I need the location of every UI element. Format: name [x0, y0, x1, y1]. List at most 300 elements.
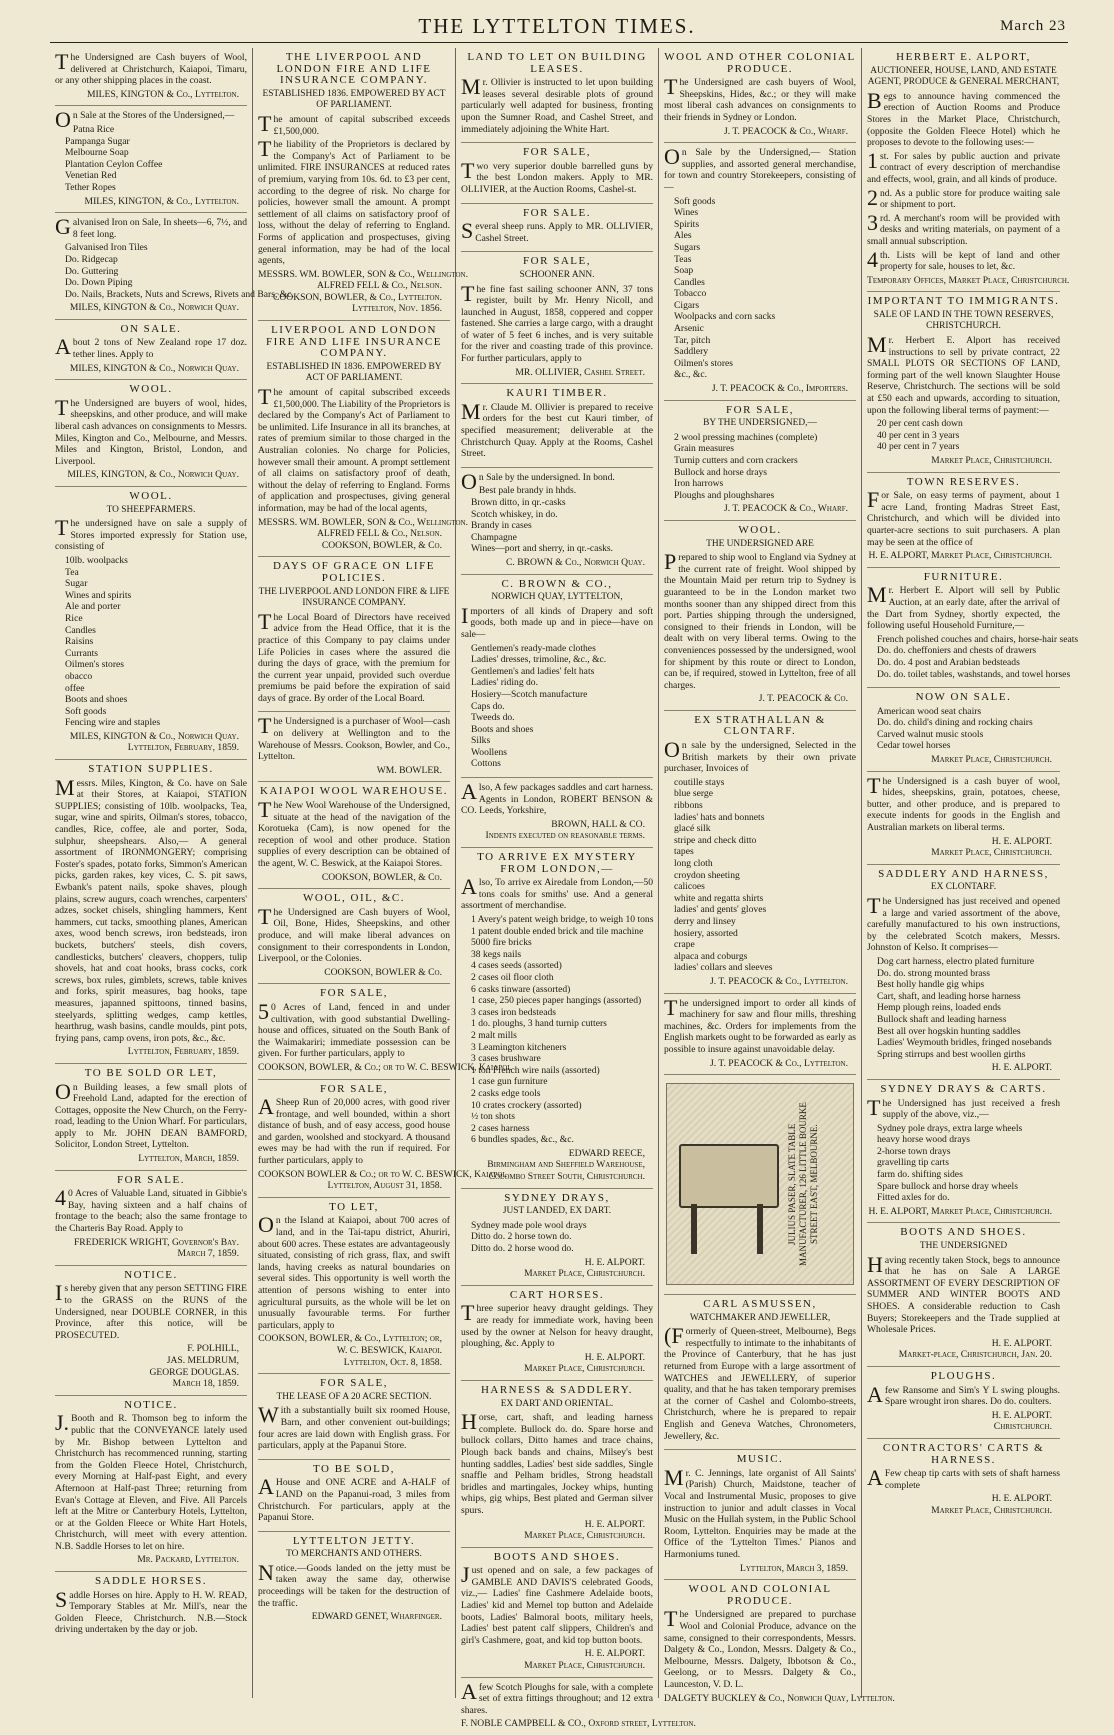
list-item: Currants [65, 647, 99, 659]
ad-heading: TOWN RESERVES. [906, 475, 1021, 488]
ad-body [461, 74, 653, 135]
list-item: ladies' collars and sleeves [674, 962, 773, 974]
list-item: Hosiery—Scotch manufacture [471, 688, 588, 700]
ad-signature: COOKSON, BOWLER, & Co., Lyttelton; or, [258, 1333, 442, 1345]
list-item: Ditto do. 2 horse wood do. [471, 1243, 574, 1255]
list-item: Candles [65, 624, 96, 636]
ad-heading: C. BROWN & CO., [501, 577, 613, 590]
ad-signature: Market Place, Christchurch. [524, 1363, 645, 1375]
advertisement [461, 1548, 653, 1678]
list-item: Ladies' dresses, trimoline, &c., &c. [471, 654, 607, 666]
advertisement [55, 1266, 247, 1396]
ad-signature: COOKSON BOWLER & Co.; or to W. C. BESWICK, Kaiapoi. [258, 1168, 508, 1180]
ad-signature: COOKSON, BOWLER, & Co., Lyttelton. [272, 291, 442, 303]
advertisement [867, 1223, 1060, 1367]
list-item: Silks [471, 735, 491, 747]
advertisement [664, 994, 856, 1076]
ad-body [258, 903, 450, 965]
list-item: Spirits [674, 218, 700, 230]
ad-body [461, 398, 653, 460]
list-item: ½ ton shots [471, 1111, 515, 1123]
ad-heading: SADDLERY AND HARNESS, [878, 867, 1049, 880]
ad-paragraph: 50 Acres of Land, fenced in and under cultivation, with good substantial Dwelling-house and offices, situated on the South Bank of the Waimakariri; immediate possession can be given. For further particulars, apply to [258, 998, 450, 1060]
ad-signature: COOKSON, BOWLER, & Co.; or to W. C. BESWICK, Kaiapoi. [258, 1061, 512, 1073]
ad-body [664, 1323, 856, 1442]
ad-item-list [471, 643, 653, 771]
advertisement [461, 204, 653, 253]
list-item: Oilmen's stores [65, 659, 125, 671]
list-item: 6 casks tinware (assorted) [471, 983, 571, 995]
advertisement [867, 688, 1060, 772]
advertisement [461, 778, 653, 848]
list-item: Gentlemen's and ladies' felt hats [471, 665, 595, 677]
ad-paragraph: Is hereby given that any person SETTING FIRE to the GRASS on the RUNS of the Undersigned, near DOUBLE CORNER, in this Province, after this notice, will be PROSECUTED. [55, 1280, 247, 1341]
ad-paragraph: Horse, cart, shaft, and leading harness complete. Bullock do. do. Spare horse and bullock collars, Ditto hames and trace chains, Plough back bands and chains, Milsey's best hunting saddles, Ladies' best side saddles, Single snaffle and Pelham bridles, Strong headstall bridles and martingales, Jockey whips, hunting whips, gig whips, Best plated and German silver spurs. [461, 1409, 653, 1516]
ad-body [258, 797, 450, 870]
ad-signature: H. E. ALPORT. [991, 835, 1052, 847]
list-item: Sydney made pole wool drays [471, 1219, 587, 1231]
list-item: Tar, pitch [674, 334, 711, 346]
advertisement [461, 1678, 696, 1735]
list-item: Boots and shoes [65, 694, 128, 706]
ad-heading: KAIAPOI WOOL WAREHOUSE. [260, 785, 448, 798]
ad-signature: FREDERICK WRIGHT, Governor's Bay. [73, 1236, 239, 1248]
ad-signature: MILES, KINGTON, & Co., Norwich Quay. [67, 469, 239, 481]
ad-paragraph: Also, To arrive ex Airedale from London,—50 tons coals for smiths' use. And a general assortment of merchandise. [461, 874, 653, 912]
advertisement [55, 213, 294, 320]
ad-signature: MILES, KINGTON & Co., Lyttelton. [86, 88, 239, 100]
ad-body [55, 49, 247, 87]
list-item: stripe and check ditto [674, 834, 757, 846]
list-item: heavy horse wood drays [877, 1134, 970, 1146]
ad-paragraph: AHouse and ONE ACRE and A-HALF of LAND on the Papanui-road, 3 miles from Christchurch. For particulars, apply at the Papanui Store. [258, 1474, 450, 1524]
advertisement [664, 1075, 856, 1295]
ad-paragraph: Also, A few packages saddles and cart harness. Agents in London, ROBERT BENSON & CO. Leeds, Yorkshire, [461, 779, 653, 817]
ad-paragraph: The Undersigned are Cash buyers of Wool, delivered at Christchurch, Kaiapoi, Timaru, or any other shipping places in the coast. [55, 49, 247, 87]
list-item: ribbons [674, 800, 703, 812]
list-item: Turnip cutters and corn crackers [674, 455, 798, 466]
illustration-caption: JULIUS PASER, SLATE TABLE MANUFACTURER, 126 LITTLE BOURKE STREET EAST, MELBOURNE. [787, 1102, 819, 1267]
ad-heading: IMPORTANT TO IMMIGRANTS. [867, 295, 1060, 308]
ad-signature: Market Place, Christchurch. [931, 455, 1052, 466]
table-leg-icon [757, 1204, 763, 1254]
list-item: Tea [65, 566, 79, 578]
list-item: Scotch whiskey, in do. [471, 508, 558, 520]
ad-signature: H. E. ALPORT. [584, 1256, 645, 1268]
ad-signature: Market Place, Christchurch. [931, 847, 1052, 859]
ad-paragraph: The Local Board of Directors have received advice from the Head Office, that it is the practice of this Company to pay claims under Life Policies in cases where the assured die during the days of grace, with the premium for the current year unpaid, provided such overdue premiums be paid before the expiration of said days of grace. By order of the Local Board. [258, 608, 450, 704]
ad-heading: NOTICE. [124, 1268, 178, 1281]
list-item: Best all over hogskin hunting saddles [877, 1025, 1021, 1037]
ad-signature: H. E. ALPORT. [991, 1409, 1052, 1421]
list-item: Rice [65, 612, 83, 624]
list-item: calicoes [674, 881, 705, 893]
advertisement [461, 384, 653, 468]
ad-body [461, 1678, 653, 1717]
list-item: Do. do. strong mounted brass [877, 967, 990, 979]
ad-signature: Christchurch. [993, 1421, 1052, 1433]
ad-body [867, 1465, 1060, 1491]
column-1 [50, 48, 294, 1698]
ad-subheading: EX CLONTARF. [930, 882, 997, 893]
ad-paragraph: The New Wool Warehouse of the Undersigned, situate at the head of the navigation of the Korotueka (Cam), is now opened for the reception of wool and other produce. Station supplies of every description can be obtained of the agent, W. C. Beswick, at the Kaiapoi Stores. [258, 797, 450, 869]
list-item: Bullock shaft and leading harness [877, 1013, 1007, 1025]
ad-body [664, 1464, 856, 1561]
ad-signature: MILES, KINGTON & Co., Norwich Quay. [69, 362, 239, 374]
ad-paragraph: The undersigned have on sale a supply of Stores imported expressly for Station use, consisting of [55, 515, 247, 553]
list-item: Gentlemen's ready-made clothes [471, 642, 596, 654]
ad-paragraph: The Undersigned is a cash buyer of wool, hides, sheepskins, grain, potatoes, cheese, butter, and other produce, and is prepared to execute indents for goods in the English and Australian markets on liberal terms. [867, 772, 1060, 834]
advertisement [258, 321, 469, 557]
list-item: Caps do. [471, 700, 505, 712]
list-item: Do. Guttering [65, 265, 119, 277]
ad-subheading: TO MERCHANTS AND OTHERS. [286, 1549, 422, 1560]
ad-body [258, 1212, 450, 1331]
ad-item-list [471, 914, 653, 1146]
ad-heading: WOOL. [129, 383, 173, 396]
ad-heading: WOOL, OIL, &C. [303, 892, 405, 905]
ad-subheading: SALE OF LAND IN THE TOWN RESERVES, CHRISTCHURCH. [873, 309, 1054, 332]
list-item: glacé silk [674, 823, 711, 835]
ad-paragraph: On Sale at the Stores of the Undersigned,— [55, 107, 235, 133]
ad-heading: BOOTS AND SHOES. [900, 1226, 1027, 1239]
ad-heading: DAYS OF GRACE ON LIFE POLICIES. [273, 560, 435, 584]
ad-signature: Market Place, Christchurch. [524, 1530, 645, 1542]
list-item: Ale and porter [65, 601, 121, 613]
list-item: Do. Ridgecap [65, 253, 118, 265]
ad-body [664, 549, 856, 691]
ad-signature: H. E. ALPORT. [584, 1648, 645, 1660]
list-item: long cloth [674, 858, 713, 869]
ad-signature: Market-place, Christchurch, Jan. 20. [898, 1349, 1052, 1361]
advertisement [55, 1171, 247, 1266]
advertisement [664, 1580, 895, 1709]
ad-heading: ON SALE. [120, 322, 182, 335]
ad-paragraph: For Sale, on easy terms of payment, about 1 acre Land, fronting Madras Street East, Christchurch, and which will be divided into quarter-acre sections to suit purchasers. A plan may be seen at the office of [867, 487, 1060, 548]
list-item: hosiery, assorted [674, 927, 738, 939]
list-item: Hemp plough reins, loaded ends [877, 1002, 1001, 1014]
ad-paragraph: J.Booth and R. Thomson beg to inform the public that the CONVEYANCE lately used by Mr. Bishop between Lyttelton and Christchurch has recommenced running, starting from the Golden Fleece Hotel, Christchurch, every Morning at Half-past Eight, and every Afternoon at Half-past Three; returning from Evan's Cottage at Eleven, and Five. All Parcels left at the Mitre or Canterbury Hotels, Lyttelton, or at the Golden Fleece or White Hart Hotels, Christchurch, will meet with every attention. N.B. Saddle Horses to let on hire. [55, 1410, 247, 1552]
ad-signature: MESSRS. WM. BOWLER, SON & Co., Wellington. [258, 516, 469, 528]
list-item: 1 case, 250 pieces paper hangings (assorted) [471, 995, 642, 1007]
ad-paragraph: The Undersigned has just received and opened a large and varied assortment of the above, carefully manufactured to his own instructions, by the celebrated Scotch makers, Messrs. Johnston of Kelso. It comprises— [867, 893, 1060, 954]
list-item: Soft goods [65, 705, 107, 717]
list-item: Soft goods [674, 195, 716, 207]
ad-signature: EDWARD REECE, [568, 1147, 645, 1159]
list-item: Raisins [65, 636, 94, 648]
list-item: tapes [674, 846, 694, 858]
ad-body [664, 74, 856, 123]
ad-paragraph: The Undersigned has just received a fresh supply of the above, viz.,— [867, 1094, 1060, 1121]
ad-paragraph: Several sheep runs. Apply to MR. OLLIVIER, Cashel Street. [461, 218, 653, 244]
ad-signature: Lyttelton, August 31, 1858. [327, 1180, 442, 1192]
list-item: Saddlery [674, 346, 709, 358]
list-item: Brandy in cases [471, 520, 532, 532]
ad-subheading: ESTABLISHED 1836. EMPOWERED BY ACT OF PARLIAMENT. [262, 88, 446, 111]
list-item: Dog cart harness, electro plated furniture [877, 955, 1035, 967]
ad-body [258, 713, 450, 763]
advertisement [461, 848, 653, 1189]
ad-signature: Colombo Street South, Christchurch. [488, 1171, 645, 1183]
ad-paragraph: Mr. Herbert E. Alport has received instructions to sell by private contract, 22 SMALL PLOTS OR SECTIONS OF LAND, forming part of the well known Slaughter House Reserve, Christchurch. The sections will be sold at £50 each and upwards, according to situation, upon the following liberal terms of payment:— [867, 332, 1060, 416]
ad-item-list [877, 1123, 1060, 1204]
ad-item-list [471, 1220, 653, 1255]
advertisement [55, 1064, 247, 1171]
ad-subheading: BY THE UNDERSIGNED,— [703, 418, 817, 429]
ad-signature: EDWARD GENET, Wharfinger. [311, 1611, 442, 1623]
ad-body [55, 1410, 247, 1552]
list-item: Boots and shoes [471, 723, 534, 735]
ad-signature: MESSRS. WM. BOWLER, SON & Co., Wellington. [258, 268, 469, 280]
list-item: Candles [674, 276, 705, 288]
list-item: Tweeds do. [471, 712, 515, 724]
ad-signature: GEORGE DOUGLAS. [149, 1366, 239, 1378]
ad-paragraph: Afew Scotch Ploughs for sale, with a complete set of extra fittings throughout; and 12 extra shares. [461, 1678, 653, 1716]
ad-body [461, 602, 653, 641]
ad-heading: HERBERT E. ALPORT, [896, 51, 1031, 63]
advertisement [867, 1367, 1060, 1439]
ad-heading: WOOL AND COLONIAL PRODUCE. [688, 1583, 832, 1607]
list-item: Fencing wire and staples [65, 717, 161, 729]
list-item: Arsenic [674, 323, 704, 335]
list-item: 3 Leamington kitcheners [471, 1041, 567, 1053]
list-item: alpaca and coburgs [674, 950, 748, 962]
advertisement [664, 711, 856, 994]
table-leg-icon [691, 1204, 697, 1254]
ad-paragraph: ASheep Run of 20,000 acres, with good river frontage, and well bounded, within a short distance of bush, and of easy access, good house and garden, woolshed and stockyard. A thousand ewes may be had with the run if required. For further particulars, apply to [258, 1094, 450, 1167]
list-item: 1 ton French wire nails (assorted) [471, 1064, 600, 1076]
advertisement [258, 782, 450, 889]
ad-body [55, 214, 247, 240]
ad-body [461, 779, 653, 817]
ad-paragraph: On the Island at Kaiapoi, about 700 acres of land, and in the Tai-tapu district, Ahuriri, about 600 acres. These estates are advantageously situated, consisting of rich grass, flax, and swift lands, having creeks as natural boundaries on several sides. This opportunity is well worth the attention of persons wishing to enter into agricultural pursuits, as the whole will be let on unusually favourable terms. For further particulars, apply to [258, 1212, 450, 1331]
ad-heading: LAND TO LET ON BUILDING LEASES. [467, 51, 647, 75]
ad-signature: JAS. MELDRUM, [166, 1354, 239, 1366]
list-item: farm do. shifting sides [877, 1169, 963, 1181]
advertisement [258, 1374, 450, 1460]
list-item: ladies' and gents' gloves [674, 904, 767, 916]
ad-heading: PLOUGHS. [930, 1369, 997, 1382]
masthead-rule [50, 42, 1068, 43]
list-item: Brown ditto, in qr.-casks [471, 497, 566, 508]
list-item: Woollens [471, 746, 507, 758]
ad-subheading: THE UNDERSIGNED ARE [706, 538, 814, 549]
ad-body [55, 394, 247, 468]
list-item: Best holly handle gig whips [877, 979, 985, 991]
list-item: 2 cases oil floor cloth [471, 971, 554, 983]
list-item: Fitted axles for do. [877, 1192, 950, 1204]
ad-body [867, 1381, 1060, 1408]
ad-signature: J. T. PEACOCK & Co., Wharf. [724, 125, 848, 137]
ad-heading: SYDNEY DRAYS, [504, 1191, 610, 1204]
ad-paragraph: The Undersigned are Cash buyers of Wool, Oil, Bone, Hides, Sheepskins, and other produce, and will make liberal advances on consignment to their correspondents in London, Liverpool, or the Colonies. [258, 903, 450, 965]
list-item: Grain measures [674, 443, 734, 455]
ad-heading: NOTICE. [124, 1398, 178, 1411]
ad-paragraph: Importers of all kinds of Drapery and soft goods, both made up and in piece—have on sale— [461, 602, 653, 640]
ad-heading: CONTRACTORS' CARTS & HARNESS. [882, 1441, 1045, 1466]
ad-item-list [674, 777, 856, 974]
ad-paragraph: The liability of the Proprietors is declared by the Company's Act of Parliament to be unlimited. FIRE INSURANCES at reduced rates of premium, varying from 10s. 6d. to £3 per cent, according to the degree of risk. No charge for policies, however small the amount. A prompt settlement of all claims on satisfactory proof of loss, without the delay of referring to England. Forms of application and prospectuses, giving general information, may be had of the local agents, [258, 136, 450, 267]
list-item: white and regatta shirts [674, 892, 764, 904]
ad-signature: MILES, KINGTON & Co., Norwich Quay. [69, 730, 239, 742]
ad-item-list [877, 633, 1079, 680]
ad-body [461, 874, 653, 912]
list-item: Spare bullock and horse dray wheels [877, 1180, 1018, 1192]
advertisement [461, 252, 653, 384]
ad-signature: Mr. Packard, Lyttelton. [137, 1554, 239, 1566]
list-item: Cart, shaft, and leading horse harness [877, 990, 1021, 1002]
list-item: Tether Ropes [65, 181, 116, 193]
list-item: 1 patent double ended brick and tile machine [471, 925, 644, 937]
table-icon [679, 1144, 779, 1208]
column-5 [862, 48, 1079, 1698]
ad-signature: C. BROWN & Co., Norwich Quay. [506, 556, 645, 568]
ad-signature: Market Place, Christchurch. [931, 754, 1052, 766]
ad-body [461, 1409, 653, 1516]
ad-heading: SADDLE HORSES. [94, 1575, 208, 1588]
ad-heading: EX STRATHALLAN & CLONTARF. [694, 713, 826, 738]
ad-paragraph: 3rd. A merchant's room will be provided with desks and writing materials, on payment of a small annual subscription. [867, 209, 1060, 247]
list-item: blue serge [674, 788, 713, 800]
ad-body [55, 774, 247, 1045]
ad-body [461, 157, 653, 196]
advertisement [664, 143, 856, 400]
advertisement [867, 292, 1060, 472]
advertisement [461, 1286, 653, 1381]
ad-paragraph: Notice.—Goods landed on the jetty must be taken away the same day, otherwise proceedings will be taken for the destruction of the traffic. [258, 1559, 450, 1609]
list-item: Tobacco [674, 288, 707, 300]
ad-signature: H. E. ALPORT. [584, 1351, 645, 1363]
ad-signature: W. C. BESWICK, Kaiapoi. [336, 1344, 442, 1356]
ad-signature: Indents executed on reasonable terms. [485, 830, 645, 842]
list-item: Galvanised Iron Tiles [65, 242, 148, 254]
ad-heading: FURNITURE. [923, 570, 1004, 583]
ad-paragraph: The amount of capital subscribed exceeds £1,500,000. The Liability of the Proprietors is declared by the Company's Act of Parliament to be unlimited. Life Insurance in all its branches, at rates of premium similar to those charged in the Australian colonies. No charge for Policies, however small their amount. A prompt settlement of all claims on satisfactory proof of death, without the delay of referring to England. Forms of application and prospectuses, giving general information, may be had of the local agents, [258, 384, 450, 514]
advertisement [258, 1198, 450, 1374]
ad-heading: FOR SALE, [523, 146, 591, 159]
ad-heading: FOR SALE, [320, 1082, 388, 1095]
ad-paragraph: Messrs. Miles, Kington, & Co. have on Sale at their Stores, at Kaiapoi, STATION SUPPLIES; consisting of 10lb. woolpacks, Tea, sugar, wine and spirits, Oilman's stores, tobacco, candles, Rice, coffee, ale and porter, Soda, sulphur, sheepshears. Also,— A general assortment of IRONMONGERY; comprising Foster's spades, potato forks, Simmon's American picks, garden rakes, key vices, C. S. pit saws, Ewbank's patent nails, spoke shaves, plough plains, screw augurs, coach wrenches, carpenters' adzes, socket chisels, shingling hammers, Kent hammers, cut tacks, smoothing planes, American axes, wood bench screws, iron bedsteads, iron buckets, butchers' steels, dish covers, candlesticks, butchers' cleavers, choppers, tulip shovels, hat and coat hooks, brass cocks, cork screws, box rules, gimblets, screws, table knives and forks, spirit measures, bag hooks, tape measures, japanned spittoons, tinned basins, steelyards, splitting wedges, camp kettles, hearthrug, wash basins, candle moulds, pint pots, frying pans, camp ovens, iron pots, &c., &c. [55, 774, 247, 1044]
ad-paragraph: With a substantially built six roomed House, Barn, and other convenient out-buildings; four acres are laid down with English grass. For particulars, apply at the Papanui Store. [258, 1402, 450, 1452]
ad-paragraph: 4th. Lists will be kept of land and other property for sale, houses to let, &c. [867, 246, 1060, 273]
ad-signature: MR. OLLIVIER, Cashel Street. [515, 366, 645, 378]
ad-heading: NOW ON SALE. [915, 691, 1012, 704]
ad-heading: KAURI TIMBER. [506, 387, 608, 400]
ad-body [55, 334, 247, 361]
ad-item-list [65, 242, 294, 300]
list-item: Ladies' Weymouth bridles, fringed nosebands [877, 1037, 1052, 1049]
list-item: Oilmen's stores [674, 357, 734, 369]
ad-signature: J. T. PEACOCK & Co., Wharf. [724, 503, 848, 515]
list-item: &c., &c. [674, 369, 708, 381]
ad-heading: FOR SALE, [523, 255, 591, 268]
list-item: Wines and spirits [65, 589, 132, 601]
ad-subheading: WATCHMAKER AND JEWELLER, [689, 1312, 831, 1323]
ad-item-list [65, 124, 247, 194]
advertisement [258, 48, 469, 321]
list-item: 10 crates crockery (assorted) [471, 1099, 582, 1111]
list-item: offee [65, 682, 85, 694]
advertisement [664, 1450, 856, 1580]
ad-body [258, 384, 450, 515]
slate-table-illustration [666, 1083, 854, 1285]
ad-signature: Lyttelton, Nov. 1856. [352, 303, 442, 315]
masthead [0, 0, 1114, 44]
ad-subheading: THE UNDERSIGNED [919, 1241, 1008, 1252]
list-item: Do. do. toilet tables, washstands, and towel horses [877, 668, 1071, 680]
ad-signature: H. E. ALPORT. [584, 1518, 645, 1530]
ad-signature: DALGETY BUCKLEY & Co., Norwich Quay, Lyttelton. [664, 1692, 895, 1704]
ad-signature: Lyttelton, March, 1859. [138, 1153, 239, 1165]
list-item: Do. Down Piping [65, 277, 133, 289]
ad-body [258, 608, 450, 705]
ad-body [258, 1559, 450, 1609]
issue-date: March 23 [1000, 18, 1066, 34]
ad-signature: H. E. ALPORT. [991, 1062, 1052, 1074]
list-item: 4 cases seeds (assorted) [471, 960, 562, 972]
advertisement [867, 1080, 1060, 1224]
advertisement [867, 772, 1060, 865]
ad-body [55, 1185, 247, 1235]
advertisement [258, 889, 450, 984]
ad-paragraph: Mr. Ollivier is instructed to let upon building leases several desirable plots of ground particularly well adapted for business, fronting upon the Sumner Road, and Cashel Street, and immediately adjoining the White Hart. [461, 74, 653, 135]
list-item: Pampanga Sugar [65, 135, 130, 147]
ad-signature: H. E. ALPORT, Market Place, Christchurch. [868, 550, 1052, 562]
list-item: Sugars [674, 241, 701, 253]
ad-body [55, 1280, 247, 1341]
ad-paragraph: Saddle Horses on hire. Apply to H. W. READ, Temporary Stables at Mr. Mill's, near the Golden Fleece, Christchurch. N.B.—Stock driving undertaken by the day or job. [55, 1586, 247, 1636]
list-item: Melbourne Soap [65, 147, 129, 159]
list-item: 1 case gun furniture [471, 1076, 548, 1088]
ad-subheading: TO SHEEPFARMERS. [106, 504, 196, 515]
ad-paragraph: Afew Ransome and Sim's Y L swing ploughs. Spare wrought iron shares. Do do. coulters. [867, 1381, 1060, 1408]
ad-paragraph: The undersigned import to order all kinds of machinery for saw and flour mills, threshing machines, &c. Orders for implements from the English markets ought to be forwarded as early as possible to insure against unavoidable delay. [664, 994, 856, 1055]
list-item: Woolpacks and corn sacks [674, 311, 776, 323]
ad-paragraph: On Sale by the Undersigned,— Station supplies, and assorted general merchandise, for town and country Storekeepers, consisting of— [664, 144, 856, 193]
advertisement [461, 1381, 653, 1548]
list-item: 10lb. woolpacks [65, 554, 128, 566]
ad-paragraph: Mr. Herbert E. Alport will sell by Public Auction, at an early date, after the arrival of the Dart from Sydney, shortly expected, the following useful Household Furniture,— [867, 582, 1060, 632]
list-item: 40 per cent in 7 years [877, 441, 960, 453]
list-item: 40 per cent in 3 years [877, 429, 960, 441]
advertisement [55, 1572, 247, 1643]
ad-signature: Lyttelton, Oct. 8, 1858. [343, 1356, 442, 1368]
ad-signature: F. POLHILL, [187, 1343, 239, 1355]
ad-paragraph: On Sale by the undersigned. In bond. [461, 468, 615, 494]
list-item: Carved walnut music stools [877, 728, 984, 740]
ad-paragraph: (Formerly of Queen-street, Melbourne), Begs respectfully to intimate to the inhabitants of the Province of Canterbury, that he has just returned from Europe with a large assortment of WATCHES and JEWELLERY, of superior quality, and that he has taken temporary premises at the corner of Cashel and Colombo-streets, Christchurch, where he is prepared to repair English and Geneva Watches, Chronometers, Jewellery, &c. [664, 1323, 856, 1442]
ad-body [258, 1474, 450, 1524]
ad-body [461, 1300, 653, 1350]
ad-signature: Lyttelton, March 3, 1859. [740, 1562, 848, 1574]
ad-signature: J. T. PEACOCK & Co., Lyttelton. [709, 1057, 848, 1069]
ad-heading: CART HORSES. [509, 1288, 605, 1301]
ad-subheading: THE LEASE OF A 20 ACRE SECTION. [276, 1391, 432, 1402]
ad-subheading: SCHOONER ANN. [519, 269, 595, 280]
ad-paragraph: On Building leases, a few small plots of Freehold Land, adapted for the erection of Cottages, opposite the New Church, on the Ferry-road, leading to the Union Wharf. For particulars, apply to Mr. JOHN DEAN BAMFORD, Solicitor, London Street, Lyttelton. [55, 1078, 247, 1151]
ad-signature: H. E. ALPORT, Market Place, Christchurch. [868, 1205, 1052, 1217]
ad-signature: J. T. PEACOCK & Co., Importers. [711, 383, 848, 395]
list-item: Do. do. 4 post and Arabian bedsteads [877, 656, 1020, 668]
advertisement [867, 1439, 1060, 1522]
ad-heading: FOR SALE, [726, 403, 794, 416]
advertisement [258, 712, 450, 782]
ad-paragraph: The Undersigned is a purchaser of Wool—cash on delivery at Wellington and to the Warehouse of Messrs. Cookson, Bowler, and Co., Lyttelton. [258, 713, 450, 763]
advertisement [867, 473, 1060, 568]
list-item: Patna Rice [72, 123, 115, 135]
list-item: 3 cases brushware [471, 1053, 541, 1065]
ad-paragraph: About 2 tons of New Zealand rope 17 doz. tether lines. Apply to [55, 334, 247, 361]
